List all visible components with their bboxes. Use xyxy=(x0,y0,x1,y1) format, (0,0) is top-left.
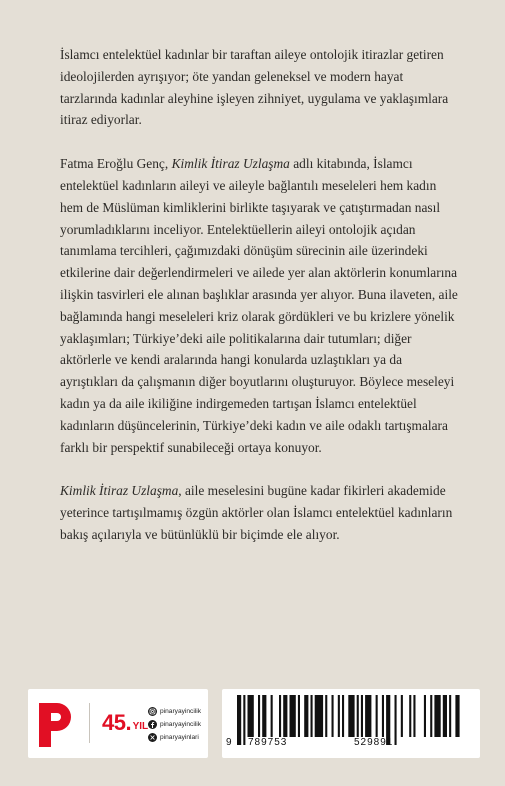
instagram-icon xyxy=(148,707,157,716)
barcode-bar xyxy=(361,695,363,737)
barcode-bar xyxy=(430,695,432,737)
barcode-bar xyxy=(382,695,384,737)
isbn-right-group: 529891 xyxy=(354,737,394,748)
barcode-bar xyxy=(325,695,327,737)
barcode-bar xyxy=(304,695,308,737)
barcode-bar xyxy=(258,695,260,737)
author-name: Fatma Eroğlu Genç, xyxy=(60,156,172,172)
barcode-bar xyxy=(338,695,340,737)
barcode-bar xyxy=(443,695,447,737)
divider xyxy=(89,703,90,743)
publisher-logo-icon xyxy=(35,701,79,749)
barcode-bar xyxy=(357,695,359,737)
barcode-bar xyxy=(243,695,245,745)
facebook-handle: pinaryayincilik xyxy=(160,720,202,728)
publisher-panel xyxy=(28,689,208,758)
facebook-icon xyxy=(148,720,157,729)
social-x[interactable] xyxy=(148,731,201,743)
anniversary-number: 45 xyxy=(102,710,126,735)
barcode-bar xyxy=(283,695,287,737)
barcode-bar xyxy=(455,695,459,737)
barcode-bar xyxy=(376,695,378,737)
barcode-bar xyxy=(315,695,323,737)
barcode-panel xyxy=(222,689,480,758)
barcode-bar xyxy=(279,695,281,737)
barcode-bar xyxy=(424,695,426,737)
barcode-bar xyxy=(298,695,300,737)
blurb-paragraph-2 xyxy=(60,153,460,458)
social-links xyxy=(148,705,201,744)
blurb-paragraph-3 xyxy=(60,480,460,545)
barcode-bar xyxy=(237,695,241,745)
barcode-bar xyxy=(271,695,273,737)
barcode-bar xyxy=(401,695,403,737)
barcode-bar xyxy=(449,695,451,737)
barcode-bar xyxy=(248,695,254,737)
anniversary-badge xyxy=(102,710,148,736)
book-title: Kimlik İtiraz Uzlaşma xyxy=(171,156,290,172)
social-facebook[interactable] xyxy=(148,718,201,730)
barcode-bar xyxy=(290,695,296,737)
barcode-bar xyxy=(409,695,411,737)
blurb-paragraph-1 xyxy=(60,44,460,131)
instagram-handle: pinaryayincilik xyxy=(160,707,202,715)
x-handle: pinaryayinlari xyxy=(160,733,199,741)
anniversary-dot: . xyxy=(125,710,132,735)
barcode-bar xyxy=(262,695,266,737)
paragraph-1-text: İslamcı entelektüel kadınlar bir taraftan aileye ontolojik itirazlar getiren ideolojilerden ayrışıyor; öte yandan geleneksel ve modern hayat tarzlarında kadınlar aleyhine işleyen zihniyet, uygulama ve yaklaşımlara itiraz ediyorlar. xyxy=(60,47,449,128)
barcode-bar xyxy=(434,695,440,737)
isbn-first-digit: 9 xyxy=(226,737,233,748)
barcode-bar xyxy=(413,695,415,737)
x-icon xyxy=(148,733,157,742)
barcode-bar xyxy=(342,695,344,737)
barcode-bar xyxy=(348,695,354,737)
anniversary-suffix: YIL xyxy=(132,721,149,732)
barcode-bar xyxy=(395,695,397,745)
barcode-bar xyxy=(332,695,334,737)
paragraph-3-text: , aile meselesini bugüne kadar fikirleri akademide yeterince tartışılmamış özgün aktörler olan İslamcı entelektüel kadınların bakış açılarıyla ve bütünlüklü bir biçimde ele alıyor. xyxy=(60,483,453,542)
barcode-bar xyxy=(365,695,371,737)
back-cover-blurb xyxy=(60,44,460,568)
barcode-bar xyxy=(311,695,313,737)
paragraph-2-text: adlı kitabında, İslamcı entelektüel kadınların aileyi ve aileyle bağlantılı meseleleri hem kadın hem de Müslüman kimliklerini birlikte taşıyarak ve çatıştırmadan nasıl yorumladıklarını inceliyor. Entelektüellerin aileyi ontolojik açıdan tanımlama tercihleri, çağımızdaki dönüşüm sürecinin aile üzerindeki etkilerine dair değerlendirmeleri ve ailede yer alan aktörlerin konumlarına ilişkin tasvirleri ele alınan başlıklar arasında yer alıyor. Buna ilaveten, aile bağlamında hangi meseleleri kriz olarak gördükleri ve bu krizlere yönelik yaklaşımları; Türkiye’deki aile politikalarına dair tutumları; diğer aktörlerle ve kendi aralarında hangi konularda uzlaştıkları ya da ayrıştıkları da çalışmanın diğer boyutlarını oluşturuyor. Böylece meseleyi kadın ya da aile ikiliğine indirgemeden tartışan İslamcı entelektüel kadınların düşüncelerinin, Türkiye’deki kadın ve aile odaklı tartışmalara farklı bir perspektif sunabileceği ortaya konuyor. xyxy=(60,156,458,455)
social-instagram[interactable] xyxy=(148,705,201,717)
isbn-left-group: 789753 xyxy=(248,737,288,748)
book-title: Kimlik İtiraz Uzlaşma xyxy=(60,483,179,499)
